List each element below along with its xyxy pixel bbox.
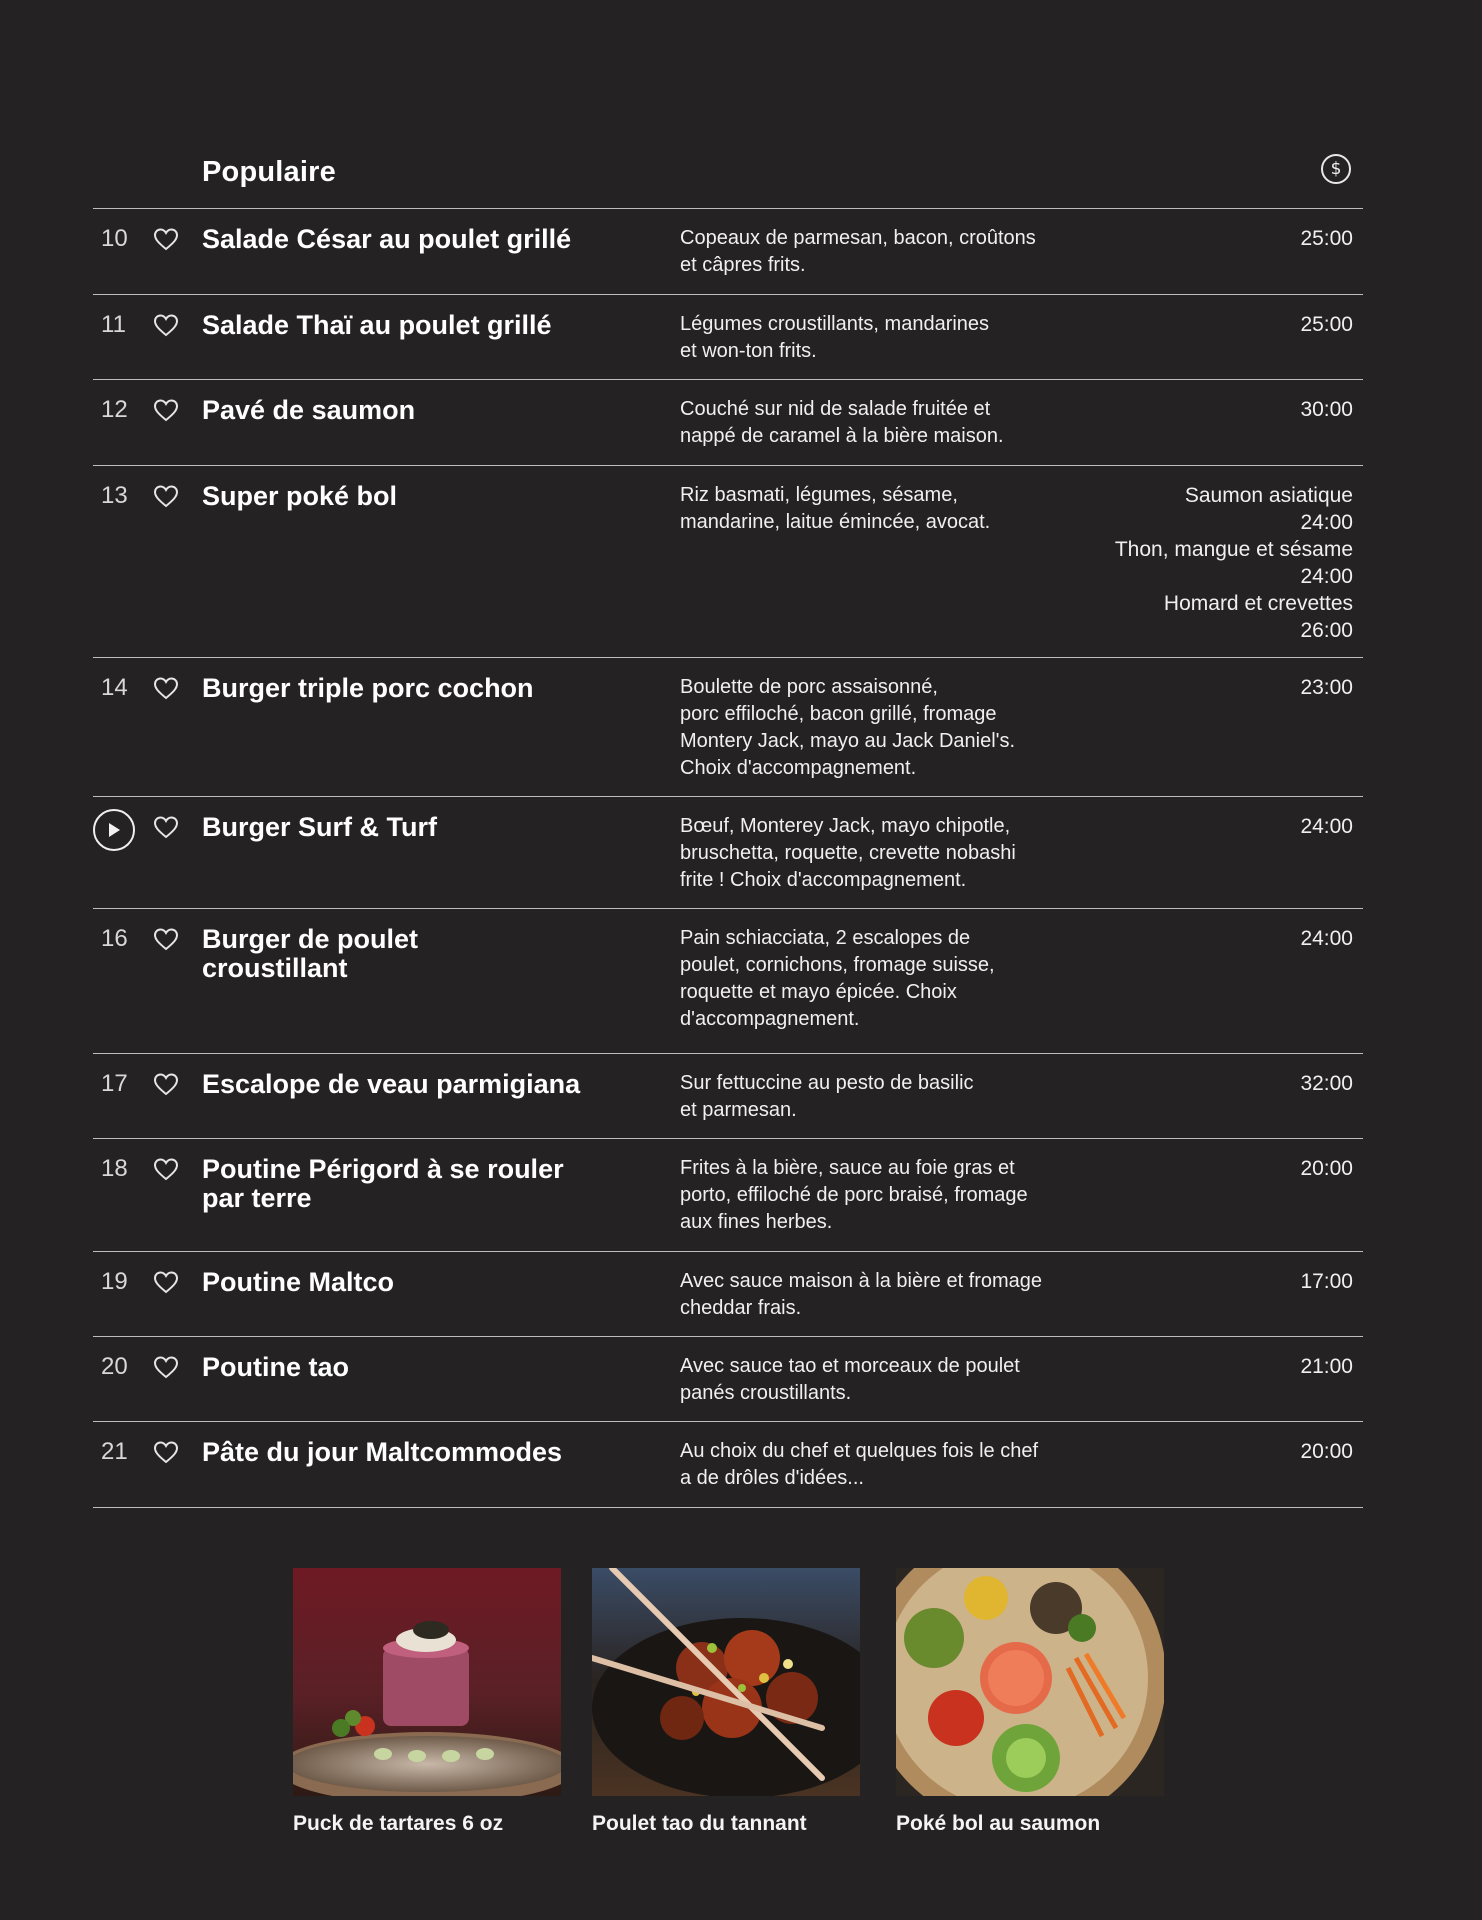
price-value: 24:00	[1300, 927, 1353, 950]
item-name: Pavé de saumon	[202, 395, 416, 425]
description-line: et câpres frits.	[680, 254, 806, 276]
gallery-caption: Poulet tao du tannant	[592, 1812, 807, 1835]
price-value: 25:00	[1300, 313, 1353, 336]
item-name: Burger Surf & Turf	[202, 812, 437, 842]
price-value: 26:00	[1300, 619, 1353, 642]
price-value: 30:00	[1300, 398, 1353, 421]
description-line: nappé de caramel à la bière maison.	[680, 425, 1004, 447]
photo-gallery	[0, 1568, 1482, 1868]
heart-icon[interactable]	[153, 1355, 179, 1379]
item-number: 11	[101, 311, 126, 338]
item-price	[1033, 1155, 1353, 1182]
item-name: Pâte du jour Maltcommodes	[202, 1437, 563, 1467]
description-line: Couché sur nid de salade fruitée et	[680, 398, 991, 420]
item-number: 18	[101, 1155, 128, 1182]
heart-icon[interactable]	[153, 227, 179, 251]
salmon-poke-photo[interactable]	[896, 1568, 1164, 1796]
item-number: 14	[101, 674, 128, 701]
description-line: Avec sauce maison à la bière et fromage	[680, 1270, 1043, 1292]
price-option-label: Homard et crevettes	[1163, 592, 1353, 615]
menu-item[interactable]	[93, 466, 1363, 658]
menu-item[interactable]	[93, 295, 1363, 380]
item-price	[1033, 225, 1353, 252]
item-number: 12	[101, 396, 128, 423]
description-line: Sur fettuccine au pesto de basilic	[680, 1072, 974, 1094]
description-line: Boulette de porc assaisonné,	[680, 676, 938, 698]
description-line: porto, effiloché de porc braisé, fromage	[680, 1184, 1028, 1206]
menu-item[interactable]	[93, 797, 1363, 909]
item-price	[1033, 1268, 1353, 1295]
price-value: 25:00	[1300, 227, 1353, 250]
heart-icon[interactable]	[153, 1270, 179, 1294]
heart-icon[interactable]	[153, 313, 179, 337]
menu-item[interactable]	[93, 209, 1363, 295]
gallery-caption: Poké bol au saumon	[896, 1812, 1101, 1835]
dollar-circle-icon: $	[1321, 154, 1351, 184]
description-line: Légumes croustillants, mandarines	[680, 313, 990, 335]
description-line: d'accompagnement.	[680, 1008, 860, 1030]
item-price	[1033, 1438, 1353, 1465]
description-line: cheddar frais.	[680, 1297, 802, 1319]
description-line: Riz basmati, légumes, sésame,	[680, 484, 958, 506]
item-price	[1033, 396, 1353, 423]
price-value: 20:00	[1300, 1440, 1353, 1463]
tao-chicken-photo[interactable]	[592, 1568, 860, 1796]
section-title: Populaire	[202, 156, 336, 188]
description-line: Frites à la bière, sauce au foie gras et	[680, 1157, 1015, 1179]
description-line: Au choix du chef et quelques fois le chef	[680, 1440, 1039, 1462]
description-line: poulet, cornichons, fromage suisse,	[680, 954, 995, 976]
play-icon[interactable]	[93, 809, 135, 851]
item-number: 17	[101, 1070, 128, 1097]
price-value: 24:00	[1300, 511, 1353, 534]
heart-icon[interactable]	[153, 676, 179, 700]
description-line: Bœuf, Monterey Jack, mayo chipotle,	[680, 815, 1011, 837]
item-number: 10	[101, 225, 128, 252]
item-price	[1033, 813, 1353, 840]
price-option-label: Saumon asiatique	[1184, 484, 1353, 507]
price-value: 20:00	[1300, 1157, 1353, 1180]
item-number: 21	[101, 1438, 128, 1465]
menu-item[interactable]	[93, 380, 1363, 466]
description-line: panés croustillants.	[680, 1382, 852, 1404]
item-price	[1033, 674, 1353, 701]
item-name: Poutine tao	[202, 1352, 349, 1382]
menu-item[interactable]	[93, 658, 1363, 797]
description-line: Pain schiacciata, 2 escalopes de	[680, 927, 971, 949]
heart-icon[interactable]	[153, 815, 179, 839]
description-line: Montery Jack, mayo au Jack Daniel's.	[680, 730, 1016, 752]
description-line: porc effiloché, bacon grillé, fromage	[680, 703, 997, 725]
item-name: Salade César au poulet grillé	[202, 224, 572, 254]
description-line: et parmesan.	[680, 1099, 797, 1121]
menu-item[interactable]	[93, 1139, 1363, 1252]
description-line: Copeaux de parmesan, bacon, croûtons	[680, 227, 1036, 249]
menu-list	[93, 209, 1363, 1508]
heart-icon[interactable]	[153, 1157, 179, 1181]
item-name: Super poké bol	[202, 481, 398, 511]
menu-item[interactable]	[93, 1054, 1363, 1139]
description-line: a de drôles d'idées...	[680, 1467, 864, 1489]
gallery-card[interactable]	[592, 1568, 860, 1836]
heart-icon[interactable]	[153, 398, 179, 422]
description-line: Avec sauce tao et morceaux de poulet	[680, 1355, 1020, 1377]
description-line: et won-ton frits.	[680, 340, 817, 362]
description-line: bruschetta, roquette, crevette nobashi	[680, 842, 1016, 864]
description-line: roquette et mayo épicée. Choix	[680, 981, 957, 1003]
heart-icon[interactable]	[153, 1440, 179, 1464]
item-name: Burger triple porc cochon	[202, 673, 534, 703]
item-name: Salade Thaï au poulet grillé	[202, 310, 552, 340]
item-number: 20	[101, 1353, 128, 1380]
heart-icon[interactable]	[153, 927, 179, 951]
menu-item[interactable]	[93, 909, 1363, 1054]
description-line: Choix d'accompagnement.	[680, 757, 917, 779]
description-line: frite ! Choix d'accompagnement.	[680, 869, 967, 891]
menu-header	[93, 140, 1363, 209]
item-number: 13	[101, 482, 128, 509]
menu-item[interactable]	[93, 1422, 1363, 1508]
item-name: Burger de poulet croustillant	[202, 924, 419, 983]
price-value: 24:00	[1300, 565, 1353, 588]
price-value: 32:00	[1300, 1072, 1353, 1095]
price-option-label: Thon, mangue et sésame	[1114, 538, 1353, 561]
menu-item[interactable]	[93, 1252, 1363, 1337]
gallery-caption: Puck de tartares 6 oz	[293, 1812, 504, 1835]
price-value: 24:00	[1300, 815, 1353, 838]
price-value: 21:00	[1300, 1355, 1353, 1378]
item-name: Poutine Périgord à se rouler par terre	[202, 1154, 564, 1213]
gallery-card[interactable]	[896, 1568, 1164, 1836]
gallery-card[interactable]	[293, 1568, 561, 1836]
price-value: 23:00	[1300, 676, 1353, 699]
item-price	[1033, 1353, 1353, 1380]
description-line: mandarine, laitue émincée, avocat.	[680, 511, 991, 533]
description-line: aux fines herbes.	[680, 1211, 833, 1233]
menu-item[interactable]	[93, 1337, 1363, 1422]
item-number: 19	[101, 1268, 128, 1295]
tartare-photo[interactable]	[293, 1568, 561, 1796]
heart-icon[interactable]	[153, 1072, 179, 1096]
item-price	[1033, 925, 1353, 952]
price-value: 17:00	[1300, 1270, 1353, 1293]
item-price	[1033, 311, 1353, 338]
item-number: 16	[101, 925, 128, 952]
item-price	[1033, 482, 1353, 644]
item-price	[1033, 1070, 1353, 1097]
item-name: Poutine Maltco	[202, 1267, 395, 1297]
item-name: Escalope de veau parmigiana	[202, 1069, 581, 1099]
heart-icon[interactable]	[153, 484, 179, 508]
